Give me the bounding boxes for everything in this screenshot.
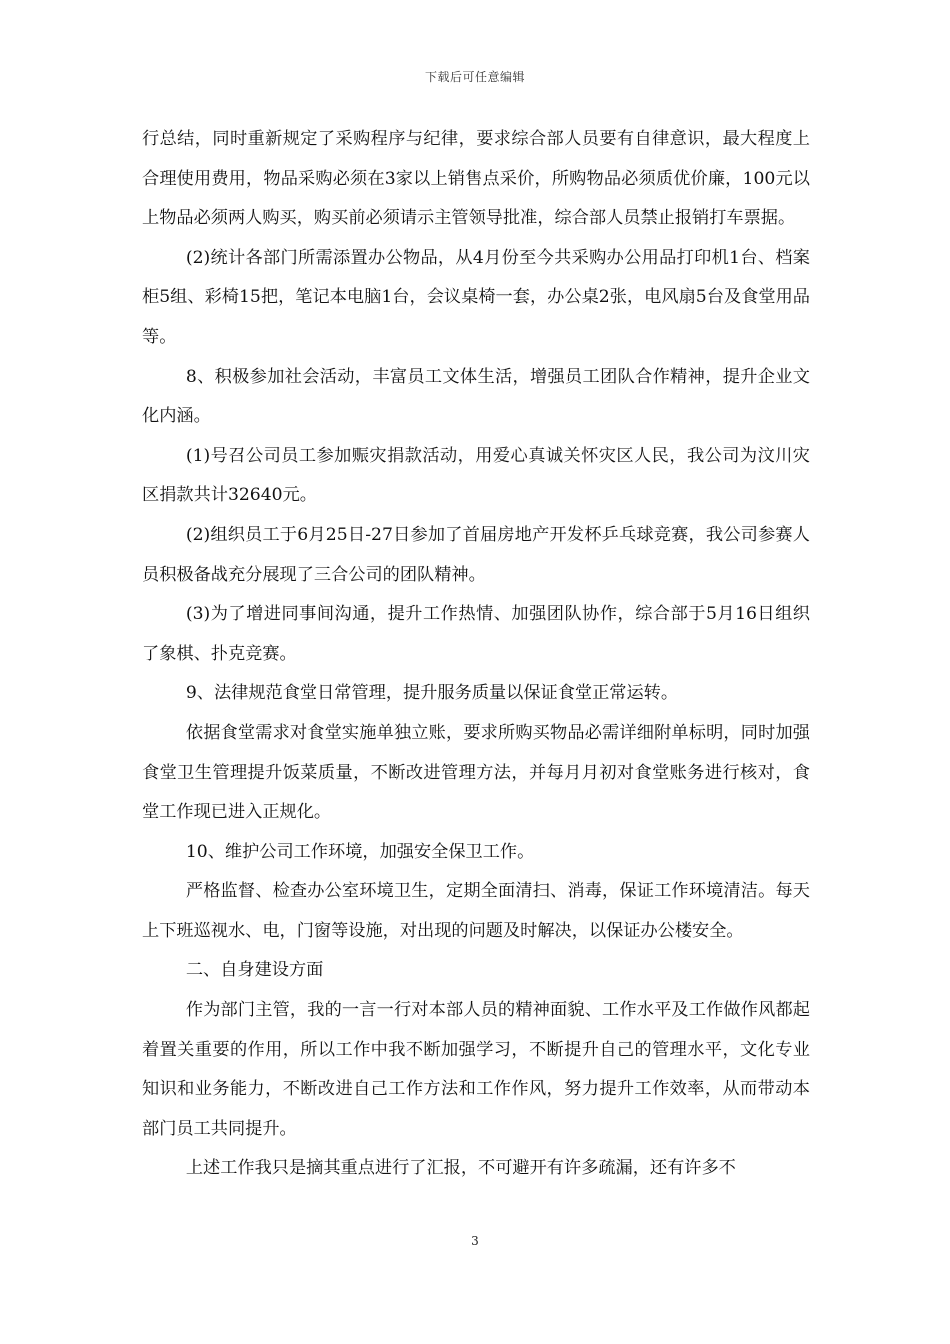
- paragraph-item-10-heading: 10、维护公司工作环境，加强安全保卫工作。: [185, 841, 535, 862]
- document-body: [142, 120, 810, 1189]
- paragraph-self-development: 作为部门主管，我的一言一行对本部人员的精神面貌、工作水平及工作做作风都起着置关重要的作用，所以工作中我不断加强学习，不断提升自己的管理水平，文化专业知识和业务能力，不断改进自己工作方法和工作作风，努力提升工作效率，从而带动本部门员工共同提升。: [142, 1000, 810, 1139]
- paragraph-procurement-rules: 行总结，同时重新规定了采购程序与纪律，要求综合部人员要有自律意识，最大程度上合理使用费用，物品采购必须在3家以上销售点采价，所购物品必须质优价廉，100元以上物品必须两人购买，购买前必须请示主管领导批准，综合部人员禁止报销打车票据。: [142, 129, 810, 229]
- page-number: 3: [471, 1234, 479, 1248]
- paragraph-summary: 上述工作我只是摘其重点进行了汇报，不可避开有许多疏漏，还有许多不: [185, 1158, 736, 1179]
- paragraph-office-hygiene: 严格监督、检查办公室环境卫生，定期全面清扫、消毒，保证工作环境清洁。每天上下班巡视水、电，门窗等设施，对出现的问题及时解决，以保证办公楼安全。: [142, 881, 810, 941]
- page-header: 下载后可任意编辑: [424, 70, 525, 84]
- paragraph-canteen-accounts: 依据食堂需求对食堂实施单独立账，要求所购买物品必需详细附单标明，同时加强食堂卫生管理提升饭菜质量，不断改进管理方法，并每月月初对食堂账务进行核对，食堂工作现已进入正规化。: [142, 722, 810, 823]
- paragraph-chess-cards: (3)为了增进同事间沟通，提升工作热情、加强团队协作，综合部于5月16日组织了象棋、扑克竞赛。: [142, 604, 810, 664]
- paragraph-donation: (1)号召公司员工参加赈灾捐款活动，用爱心真诚关怀灾区人民，我公司为汶川灾区捐款共计32640元。: [142, 445, 810, 506]
- paragraph-item-8-heading: 8、积极参加社会活动，丰富员工文体生活，增强员工团队合作精神，提升企业文化内涵。: [142, 366, 810, 427]
- paragraph-office-supplies: (2)统计各部门所需添置办公物品，从4月份至今共采购办公用品打印机1台、档案柜5组、彩椅15把，笔记本电脑1台，会议桌椅一套，办公桌2张，电风扇5台及食堂用品等。: [142, 247, 810, 347]
- paragraph-item-9-heading: 9、法律规范食堂日常管理，提升服务质量以保证食堂正常运转。: [185, 683, 679, 704]
- paragraph-table-tennis: (2)组织员工于6月25日-27日参加了首届房地产开发杯乒乓球竞赛，我公司参赛人员积极备战充分展现了三合公司的团队精神。: [142, 524, 810, 585]
- paragraph-section-2-heading: 二、自身建设方面: [185, 960, 324, 981]
